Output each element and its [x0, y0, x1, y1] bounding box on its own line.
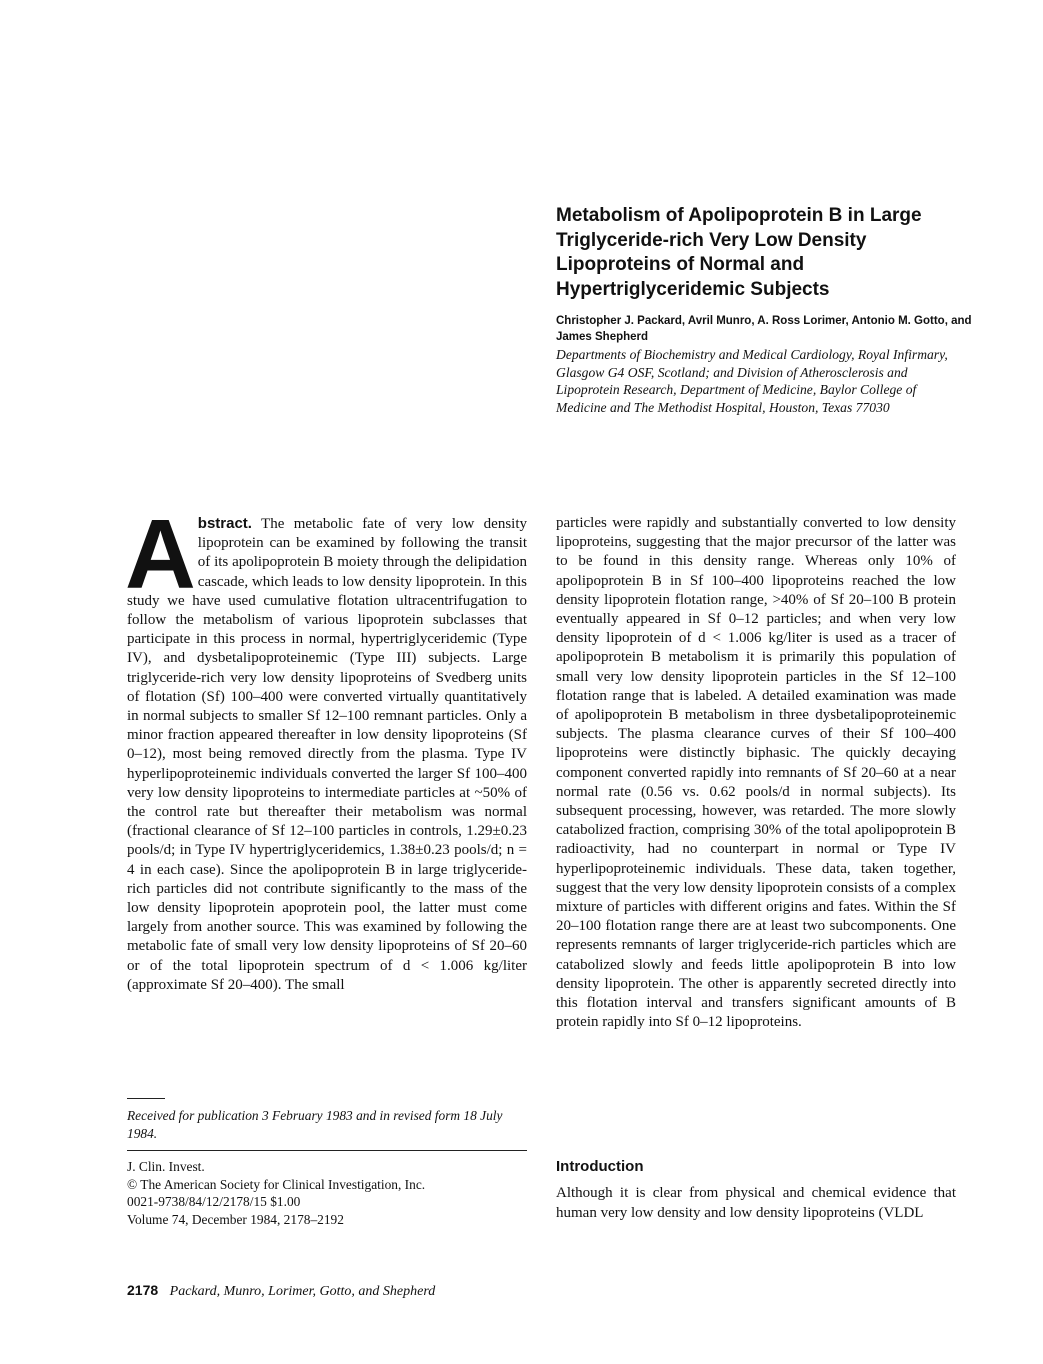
- pubinfo-divider: [127, 1150, 527, 1151]
- abstract-column-right: [556, 514, 956, 1032]
- footnote-divider: [127, 1098, 165, 1099]
- page-number: 2178: [127, 1282, 159, 1298]
- running-authors: Packard, Munro, Lorimer, Gotto, and Shepherd: [169, 1284, 436, 1299]
- issn-line: 0021-9738/84/12/2178/15 $1.00: [127, 1194, 301, 1209]
- author-affiliation: Departments of Biochemistry and Medical Cardiology, Royal Infirmary, Glasgow G4 OSF, Scotland; and Division of Atherosclerosis and Lipoprotein Research, Department of Medicine, Baylor College of Medicine and The Methodist Hospital, Houston, Texas 77030: [556, 347, 948, 415]
- abstract-text-left: The metabolic fate of very low density lipoprotein can be examined by following the transit of its apolipoprotein B moiety through the delipidation cascade, which leads to low density lipoprotein. In this study we have used cumulative flotation ultracentrifugation to follow the metabolism of various lipoprotein subclasses that participate in this process in normal, hypertriglyceridemic (Type IV), and dysbetalipoproteinemic (Type III) subjects. Large triglyceride-rich very low density lipoproteins of Svedberg units of flotation (Sf) 100–400 were converted virtually quantitatively in normal subjects to smaller Sf 12–100 remnant particles. Only a minor fraction appeared thereafter in low density lipoproteins (Sf 0–12), most being removed directly from the plasma. Type IV hyperlipoproteinemic individuals converted the larger Sf 100–400 very low density lipoproteins to intermediate particles at ~50% of the control rate but thereafter their metabolism was normal (fractional clearance of Sf 12–100 particles in controls, 1.29±0.23 pools/d; in Type IV hypertriglyceridemics, 1.38±0.23 pools/d; n = 4 in each case). Since the apolipoprotein B in large triglyceride-rich particles did not contribute significantly to the mass of the low density lipoprotein apoprotein pool, the latter must come largely from another source. This was examined by following the metabolic fate of small very low density lipoproteins of Sf 20–60 or of the total lipoprotein spectrum of d < 1.006 kg/liter (approximate Sf 20–400). The small: [127, 516, 528, 993]
- introduction-heading: Introduction: [556, 1158, 644, 1175]
- copyright-line: © The American Society for Clinical Investigation, Inc.: [127, 1176, 426, 1192]
- page-footer: [127, 1282, 435, 1300]
- publication-info: [127, 1158, 527, 1228]
- abstract-column-left: [125, 499, 528, 995]
- abstract-text-right: particles were rapidly and substantially converted to low density lipoproteins, suggesting that the major precursor of the latter was to be found in this density range. Whereas only 10% of apolipoprotein B in Sf 100–400 lipoproteins reached the low density lipoprotein flotation range, >40% of Sf 20–100 B protein eventually appeared in Sf 0–12 particles; and when very low density lipoprotein of d < 1.006 kg/liter is used as a tracer of apolipoprotein B metabolism it is primarily this population of small very low density lipoprotein particles in the Sf 12–100 flotation range that is labeled. A detailed examination was made of apolipoprotein B metabolism in three dysbetalipoproteinemic subjects. The plasma clearance curves of their Sf 100–400 lipoproteins were distinctly biphasic. The quickly decaying component converted rapidly into remnants of Sf 20–60 at a near normal rate (0.56 vs. 0.62 pools/d in normal subjects). Its subsequent processing, however, was retarded. The more slowly catabolized fraction, comprising 30% of the total apolipoprotein B radioactivity, had no counterpart in normal or Type IV hyperlipoproteinemic individuals. These data, taken together, suggest that the very low density lipoprotein consists of a complex mixture of particles with different origins and fates. Within the Sf 20–100 flotation range there are at least two subcomponents. One represents remnants of larger triglyceride-rich particles which are catabolized slowly and feeds little apolipoprotein B into low density lipoprotein. The other is apparently secreted directly into this flotation interval and transfers significant amounts of B protein rapidly into Sf 0–12 lipoproteins.: [556, 515, 956, 1031]
- journal-name: J. Clin. Invest.: [127, 1159, 205, 1174]
- received-note: Received for publication 3 February 1983 and in revised form 18 July 1984.: [127, 1108, 503, 1141]
- author-list: Christopher J. Packard, Avril Munro, A. Ross Lorimer, Antonio M. Gotto, and James Shepherd: [556, 315, 972, 343]
- abstract-label: bstract.: [197, 515, 252, 532]
- introduction-text: Although it is clear from physical and chemical evidence that human very low density and low density lipoproteins (VLDL: [556, 1185, 956, 1221]
- drop-cap: A: [125, 499, 196, 609]
- article-title: Metabolism of Apolipoprotein B in Large Triglyceride-rich Very Low Density Lipoproteins of Normal and Hypertriglyceridemic Subjects: [556, 205, 922, 300]
- volume-line: Volume 74, December 1984, 2178–2192: [127, 1211, 344, 1227]
